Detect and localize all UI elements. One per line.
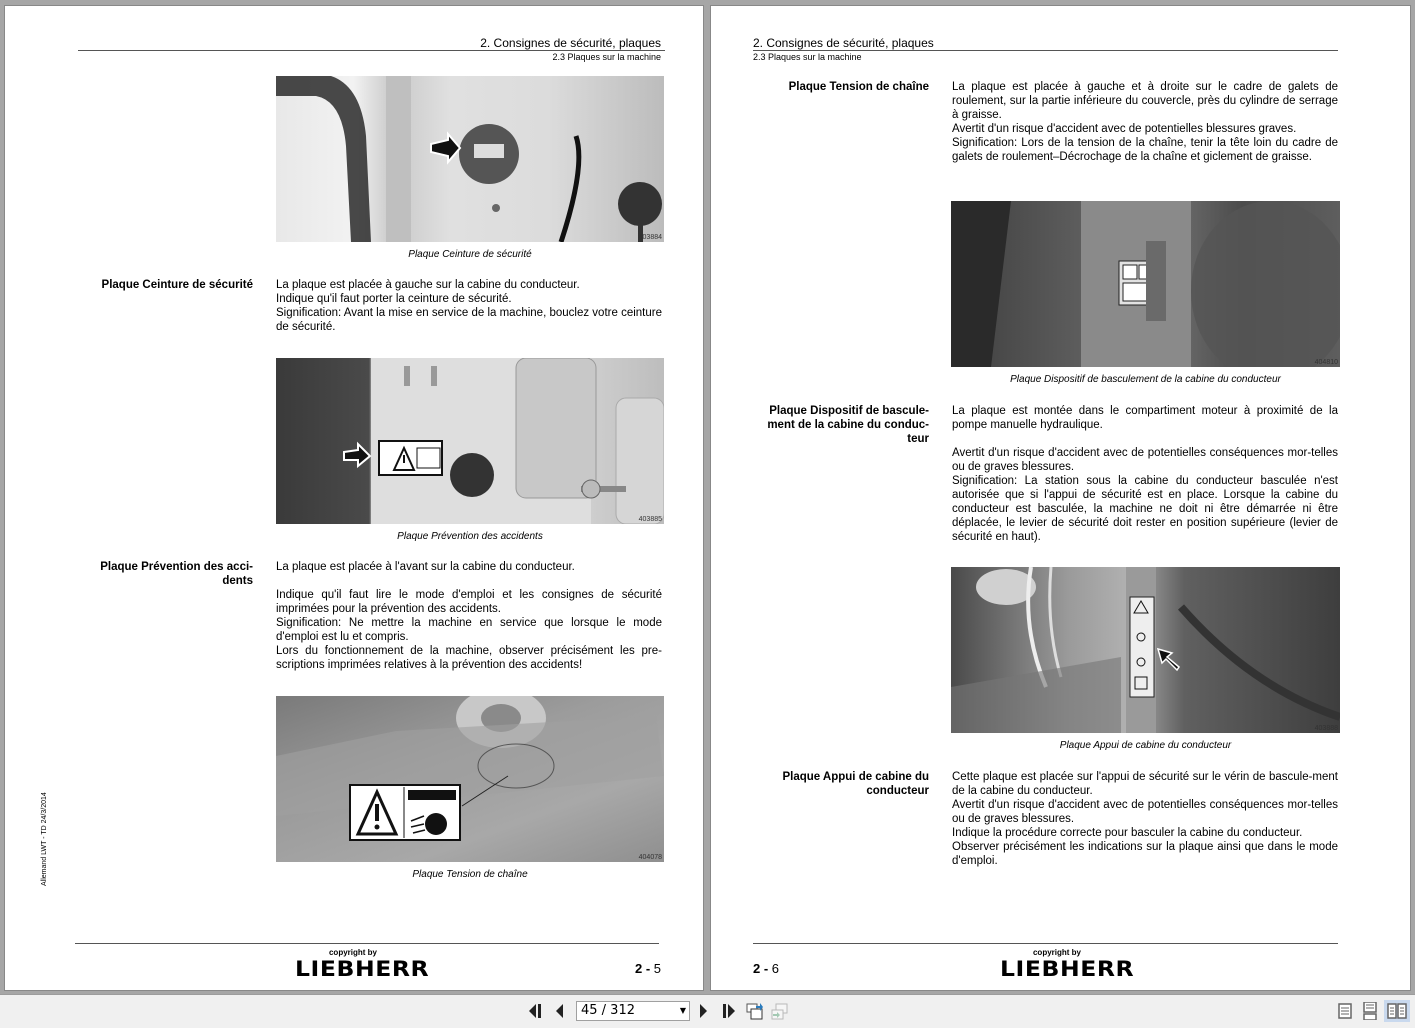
- figure-accident-prevention-photo: [276, 358, 664, 524]
- liebherr-logo: LIEBHERR: [1000, 957, 1135, 981]
- figure-caption: Plaque Appui de cabine du conducteur: [1059, 740, 1232, 751]
- figure-id: 404078: [638, 854, 662, 861]
- header-section: 2.3 Plaques sur la machine: [552, 52, 661, 62]
- liebherr-logo: LIEBHERR: [295, 957, 430, 981]
- figure-caption: Plaque Prévention des accidents: [397, 531, 543, 542]
- section-label-accident-prevention: Plaque Prévention des acci-dents: [100, 561, 253, 587]
- section-label-chain-tension: Plaque Tension de chaîne: [788, 81, 929, 93]
- figure-caption: Plaque Dispositif de basculement de la cabine du conducteur: [1010, 374, 1281, 385]
- facing-pages-icon: [1387, 1003, 1407, 1019]
- page-number-left: 2 - 5: [635, 961, 662, 976]
- figure-caption: Plaque Tension de chaîne: [412, 869, 528, 880]
- single-page-icon: [1338, 1003, 1352, 1019]
- previous-page-button[interactable]: [551, 1002, 569, 1020]
- next-page-icon: [697, 1004, 709, 1018]
- chevron-down-icon: ▼: [679, 1006, 686, 1015]
- figure-caption: Plaque Ceinture de sécurité: [408, 249, 532, 260]
- side-note-doc-id: Allemand LWT - TD 24/3/2014: [41, 792, 48, 886]
- figure-id: 403884: [638, 234, 662, 241]
- next-view-icon: [771, 1002, 789, 1020]
- header-chapter: 2. Consignes de sécurité, plaques: [480, 36, 661, 50]
- first-page-icon: [528, 1004, 544, 1018]
- continuous-page-icon: [1363, 1002, 1377, 1020]
- facing-pages-view-button[interactable]: [1384, 1000, 1410, 1022]
- figure-id: 403885: [638, 516, 662, 523]
- section-text-cab-tilt: La plaque est montée dans le compartiment moteur à proximité de la pompe manuelle hydraulique. Avertit d'un risque d'accident avec de potentielles conséquences mor-telles ou de graves blessures. Signification: La station sous la cabine du conducteur basculée n'est autorisée que si l'appui de sécurité est en place. Lorsque la cabine du conducteur est basculée, la machine ne doit ni être démarrée ni être déplacée, le levier de sécurité doit rester en position supérieure (levier de sécurité en haut).: [952, 405, 1338, 543]
- footer-copyright: copyright by: [1032, 948, 1081, 957]
- previous-view-icon: [746, 1002, 764, 1020]
- section-text-accident-prevention: La plaque est placée à l'avant sur la cabine du conducteur. Indique qu'il faut lire le mode d'emploi et les consignes de sécurité imprimées pour la prévention des accidents. Signification: Ne mettre la machine en service que lorsque le mode d'emploi est lu et compris. Lors du fonctionnement de la machine, observer précisément les pre-scriptions imprimées relatives à la prévention des accidents!: [276, 561, 662, 671]
- header-chapter: 2. Consignes de sécurité, plaques: [753, 36, 934, 50]
- page-number-right: 2 - 6: [753, 961, 780, 976]
- page-right: [710, 5, 1411, 991]
- header-rule: [78, 50, 665, 51]
- last-page-icon: [720, 1004, 736, 1018]
- header-rule: [753, 50, 1338, 51]
- previous-view-button[interactable]: [746, 1002, 764, 1020]
- section-label-cab-support: Plaque Appui de cabine du conducteur: [782, 771, 929, 797]
- header-section: 2.3 Plaques sur la machine: [753, 52, 862, 62]
- section-label-seat-belt: Plaque Ceinture de sécurité: [101, 279, 253, 291]
- figure-id: 404810: [1314, 359, 1338, 366]
- figure-chain-tension-photo: [276, 696, 664, 862]
- next-view-button[interactable]: [771, 1002, 789, 1020]
- first-page-button[interactable]: [527, 1002, 545, 1020]
- figure-cab-support-photo: [951, 567, 1340, 733]
- footer-copyright: copyright by: [328, 948, 377, 957]
- last-page-button[interactable]: [719, 1002, 737, 1020]
- section-text-chain-tension: La plaque est placée à gauche et à droite sur le cadre de galets de roulement, sur la partie inférieure du couvercle, près du cylindre de serrage à graisse. Avertit d'un risque d'accident avec de potentielles blessures graves. Signification: Lors de la tension de la chaîne, tenir la tête loin du cadre de galets de roulement–Décrochage de la chaîne et giclement de graisse.: [952, 81, 1338, 163]
- next-page-button[interactable]: [694, 1002, 712, 1020]
- figure-cab-tilt-photo: [951, 201, 1340, 367]
- viewer-toolbar: [0, 994, 1415, 1028]
- footer-rule: [753, 943, 1338, 944]
- figure-id: 403888: [1314, 725, 1338, 732]
- page-number-select[interactable]: 45 / 312 ▼: [576, 1001, 690, 1021]
- page-left: [4, 5, 704, 991]
- single-page-view-button[interactable]: [1332, 1000, 1358, 1022]
- footer-rule: [75, 943, 659, 944]
- previous-page-icon: [554, 1004, 566, 1018]
- section-text-cab-support: Cette plaque est placée sur l'appui de sécurité sur le vérin de bascule-ment de la cabine du conducteur. Avertit d'un risque d'accident avec de potentielles conséquences mor-telles ou de graves blessures. Indique la procédure correcte pour basculer la cabine du conducteur. Observer précisément les indications sur la plaque ainsi que dans le mode d'emploi.: [952, 771, 1338, 867]
- section-text-seat-belt: La plaque est placée à gauche sur la cabine du conducteur. Indique qu'il faut porter la ceinture de sécurité. Signification: Avant la mise en service de la machine, bouclez votre ceinture de sécurité.: [276, 279, 662, 333]
- section-label-cab-tilt: Plaque Dispositif de bascule-ment de la cabine du conduc-teur: [767, 405, 929, 445]
- continuous-view-button[interactable]: [1357, 1000, 1383, 1022]
- figure-seat-belt-photo: [276, 76, 664, 242]
